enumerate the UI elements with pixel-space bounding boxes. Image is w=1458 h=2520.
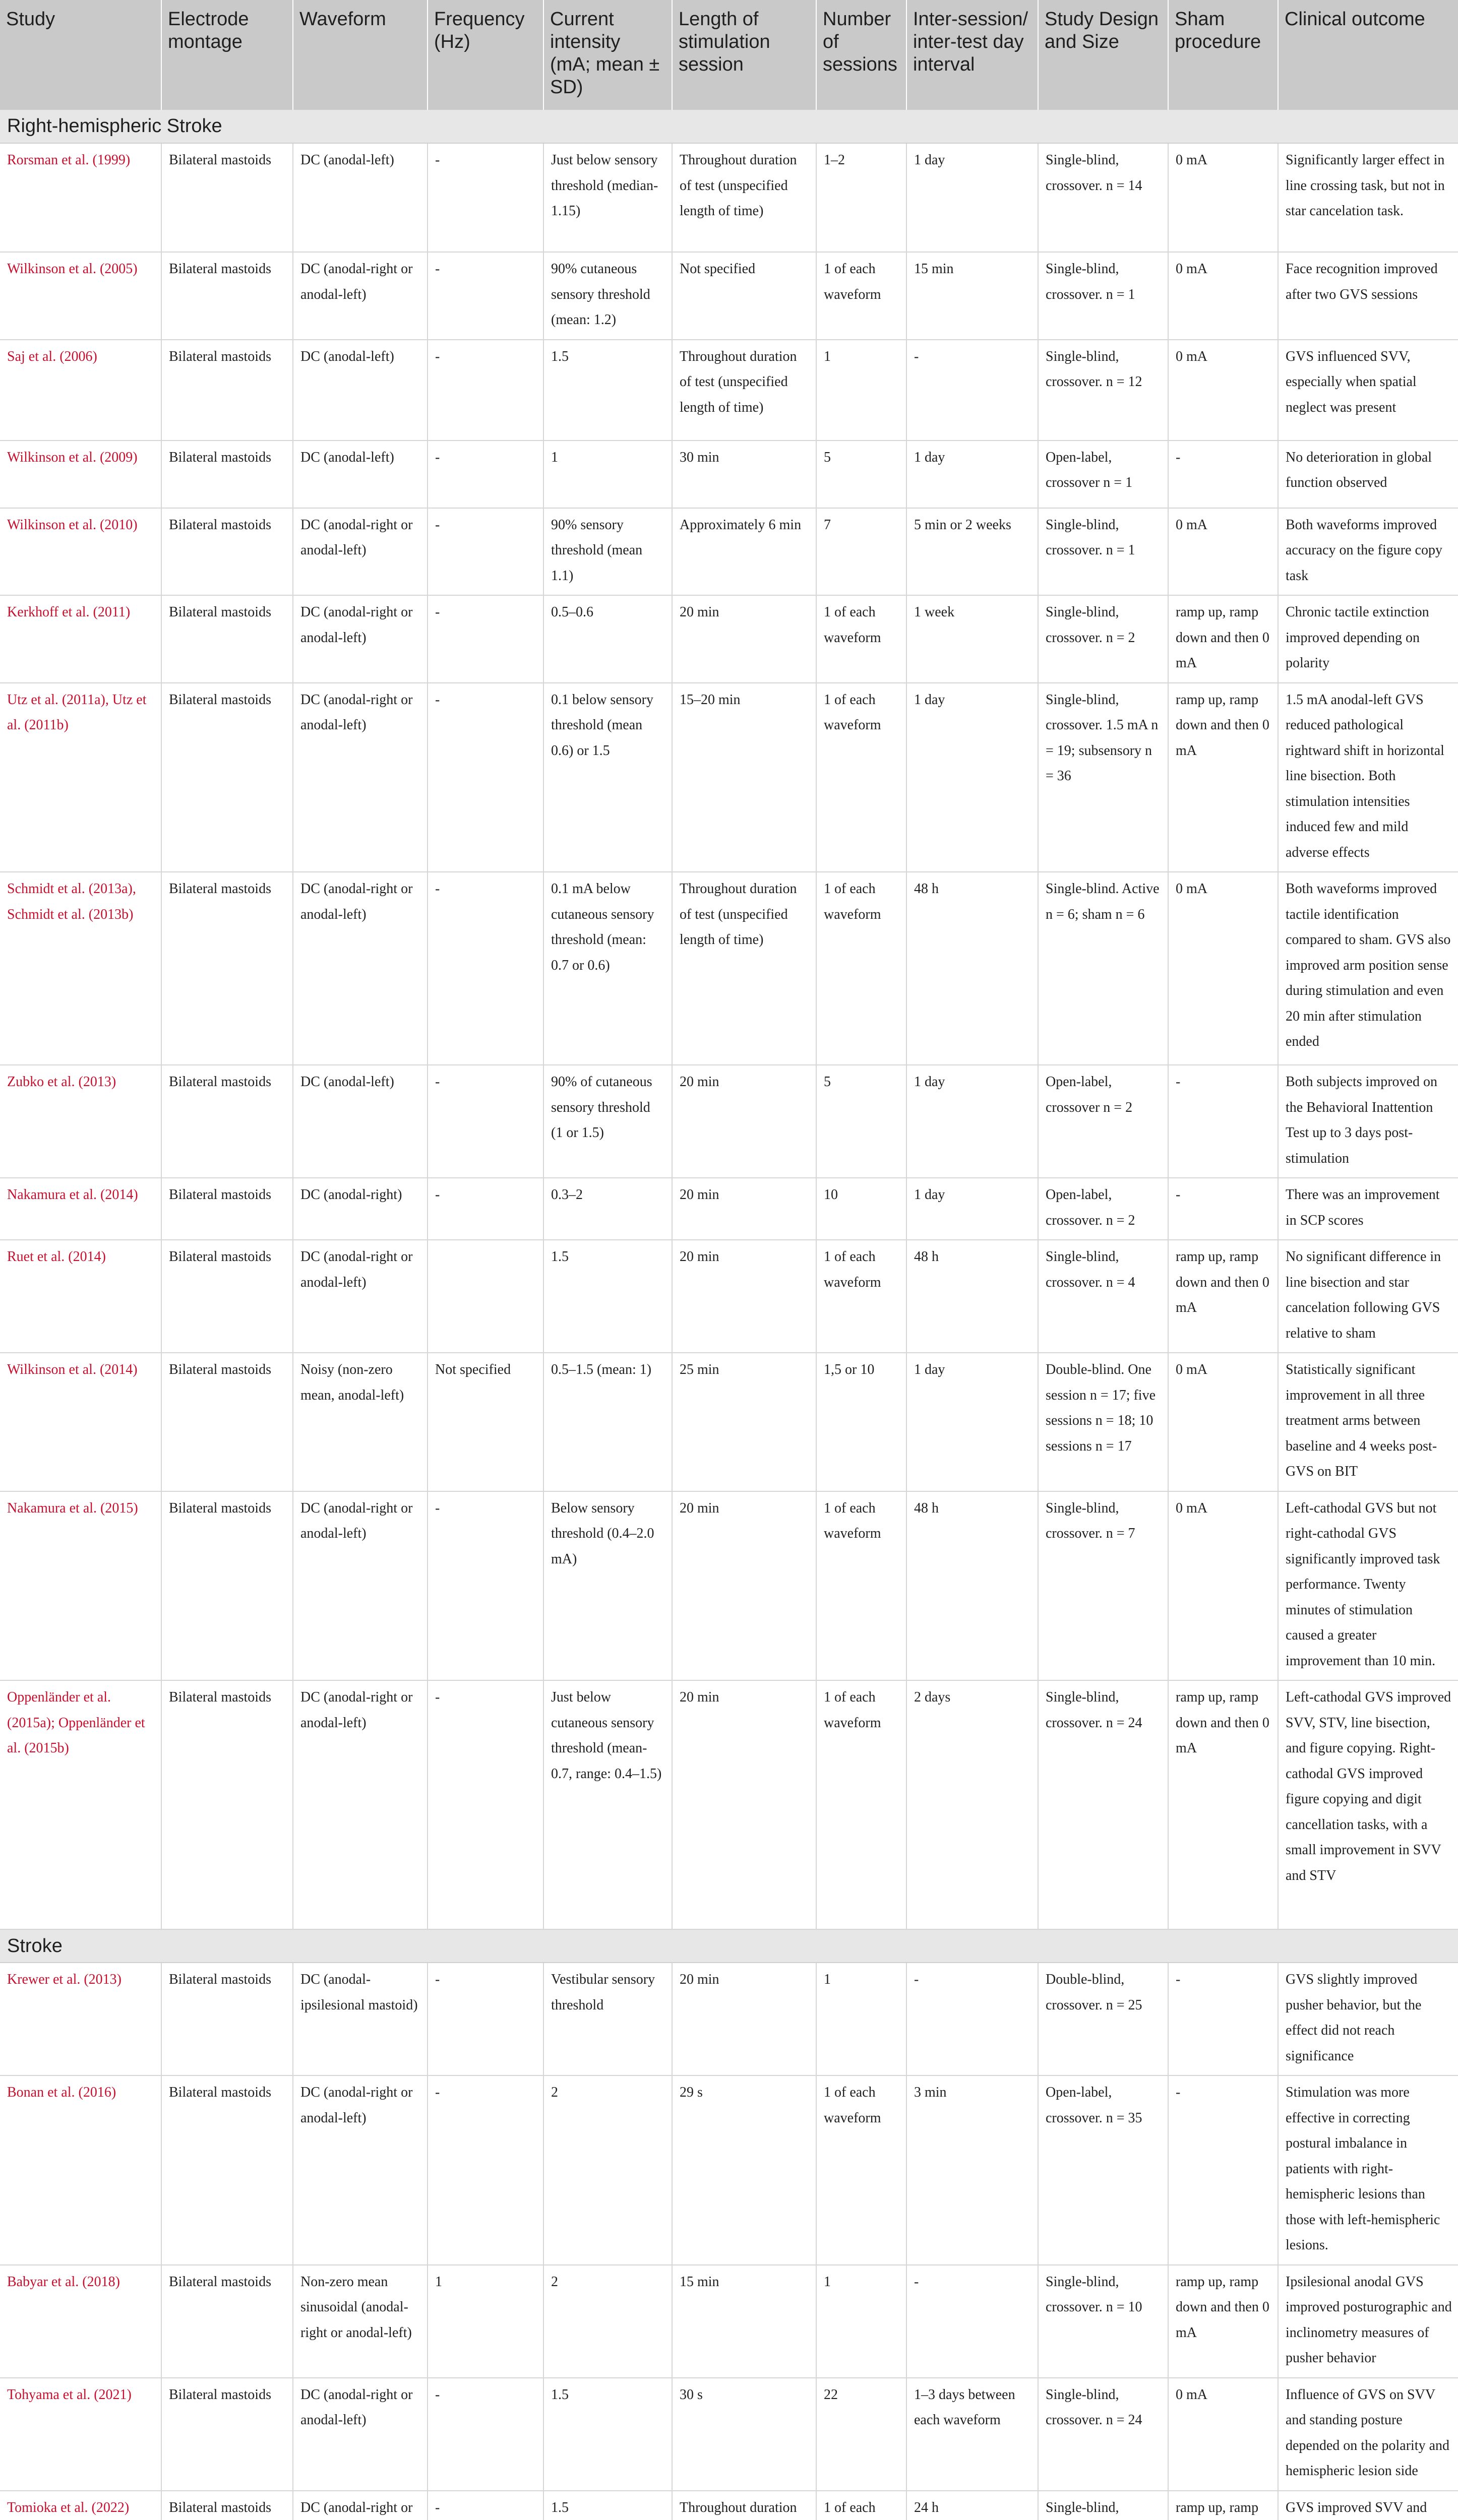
interval-cell: 1 day: [906, 1178, 1038, 1240]
length-cell: 20 min: [672, 595, 816, 683]
design-cell: Single-blind, crossover. n = 1: [1038, 508, 1168, 596]
waveform-cell: DC (anodal-right or anodal-left): [293, 2378, 428, 2491]
study-cell[interactable]: Tohyama et al. (2021): [0, 2378, 161, 2491]
frequency-cell: [428, 1240, 543, 1353]
outcome-cell: Both waveforms improved accuracy on the figure copy task: [1278, 508, 1458, 596]
montage-cell: Bilateral mastoids: [161, 2075, 293, 2265]
design-cell: Single-blind. Active n = 6; sham n = 6: [1038, 872, 1168, 1065]
frequency-cell: -: [428, 2378, 543, 2491]
intensity-cell: 0.5–1.5 (mean: 1): [543, 1353, 672, 1491]
sham-cell: ramp up, ramp: [1168, 2491, 1278, 2520]
sessions-cell: 10: [816, 1178, 906, 1240]
design-cell: Single-blind, crossover. n = 10: [1038, 2265, 1168, 2378]
table-row: [0, 143, 1458, 252]
header-number-of-sessions: Number of sessions: [816, 0, 906, 110]
interval-cell: 1 week: [906, 595, 1038, 683]
section-title: Stroke: [0, 1929, 1458, 1963]
intensity-cell: 90% sensory threshold (mean 1.1): [543, 508, 672, 596]
montage-cell: Bilateral mastoids: [161, 683, 293, 872]
study-cell[interactable]: Krewer et al. (2013): [0, 1963, 161, 2075]
table-row: [0, 1963, 1458, 2075]
header-row: [0, 0, 1458, 110]
table-row: [0, 440, 1458, 508]
length-cell: Approximately 6 min: [672, 508, 816, 596]
design-cell: Open-label, crossover n = 1: [1038, 440, 1168, 508]
sham-cell: 0 mA: [1168, 508, 1278, 596]
interval-cell: 24 h: [906, 2491, 1038, 2520]
waveform-cell: DC (anodal-right or: [293, 2491, 428, 2520]
sham-cell: ramp up, ramp down and then 0 mA: [1168, 683, 1278, 872]
frequency-cell: -: [428, 252, 543, 340]
intensity-cell: Just below cutaneous sensory threshold (mean-0.7, range: 0.4–1.5): [543, 1680, 672, 1929]
design-cell: Open-label, crossover. n = 2: [1038, 1178, 1168, 1240]
montage-cell: Bilateral mastoids: [161, 595, 293, 683]
interval-cell: -: [906, 1963, 1038, 2075]
sham-cell: -: [1168, 2075, 1278, 2265]
interval-cell: 1–3 days between each waveform: [906, 2378, 1038, 2491]
study-cell[interactable]: Babyar et al. (2018): [0, 2265, 161, 2378]
table-row: [0, 2491, 1458, 2520]
intensity-cell: 0.3–2: [543, 1178, 672, 1240]
outcome-cell: Both subjects improved on the Behavioral Inattention Test up to 3 days post-stimulation: [1278, 1065, 1458, 1178]
length-cell: 30 s: [672, 2378, 816, 2491]
montage-cell: Bilateral mastoids: [161, 872, 293, 1065]
intensity-cell: 0.1 below sensory threshold (mean 0.6) or 1.5: [543, 683, 672, 872]
length-cell: Throughout duration of test (unspecified length of time): [672, 340, 816, 440]
design-cell: Single-blind, crossover. n = 7: [1038, 1491, 1168, 1681]
intensity-cell: 1.5: [543, 2491, 672, 2520]
sham-cell: 0 mA: [1168, 143, 1278, 252]
study-cell[interactable]: Wilkinson et al. (2005): [0, 252, 161, 340]
interval-cell: 1 day: [906, 143, 1038, 252]
waveform-cell: DC (anodal-right or anodal-left): [293, 252, 428, 340]
table-row: [0, 1491, 1458, 1681]
length-cell: 15–20 min: [672, 683, 816, 872]
outcome-cell: Influence of GVS on SVV and standing posture depended on the polarity and hemispheric lesion side: [1278, 2378, 1458, 2491]
waveform-cell: DC (anodal-right or anodal-left): [293, 508, 428, 596]
frequency-cell: -: [428, 683, 543, 872]
intensity-cell: 2: [543, 2075, 672, 2265]
frequency-cell: -: [428, 2075, 543, 2265]
design-cell: Open-label, crossover n = 2: [1038, 1065, 1168, 1178]
intensity-cell: 2: [543, 2265, 672, 2378]
length-cell: Throughout duration of test (unspecified length of time): [672, 143, 816, 252]
sham-cell: 0 mA: [1168, 340, 1278, 440]
design-cell: Single-blind, crossover. n = 1: [1038, 252, 1168, 340]
interval-cell: 48 h: [906, 872, 1038, 1065]
frequency-cell: -: [428, 595, 543, 683]
intensity-cell: Below sensory threshold (0.4–2.0 mA): [543, 1491, 672, 1681]
outcome-cell: No significant difference in line bisection and star cancelation following GVS relative to sham: [1278, 1240, 1458, 1353]
study-cell[interactable]: Wilkinson et al. (2009): [0, 440, 161, 508]
sham-cell: -: [1168, 1065, 1278, 1178]
table-row: [0, 340, 1458, 440]
sham-cell: 0 mA: [1168, 1353, 1278, 1491]
montage-cell: Bilateral mastoids: [161, 2491, 293, 2520]
sham-cell: 0 mA: [1168, 252, 1278, 340]
interval-cell: 48 h: [906, 1491, 1038, 1681]
sham-cell: 0 mA: [1168, 872, 1278, 1065]
sham-cell: ramp up, ramp down and then 0 mA: [1168, 1240, 1278, 1353]
design-cell: Single-blind, crossover. n = 4: [1038, 1240, 1168, 1353]
montage-cell: Bilateral mastoids: [161, 1178, 293, 1240]
waveform-cell: DC (anodal-right or anodal-left): [293, 1240, 428, 1353]
table-row: [0, 2265, 1458, 2378]
table-row: [0, 1178, 1458, 1240]
frequency-cell: -: [428, 143, 543, 252]
length-cell: 20 min: [672, 1491, 816, 1681]
montage-cell: Bilateral mastoids: [161, 340, 293, 440]
table-row: [0, 2075, 1458, 2265]
header-clinical-outcome: Clinical outcome: [1278, 0, 1458, 110]
interval-cell: 2 days: [906, 1680, 1038, 1929]
sham-cell: ramp up, ramp down and then 0 mA: [1168, 595, 1278, 683]
frequency-cell: -: [428, 1178, 543, 1240]
header-interval: Inter-session/ inter-test day interval: [906, 0, 1038, 110]
header-study-design: Study Design and Size: [1038, 0, 1168, 110]
length-cell: 25 min: [672, 1353, 816, 1491]
study-cell[interactable]: Bonan et al. (2016): [0, 2075, 161, 2265]
montage-cell: Bilateral mastoids: [161, 1963, 293, 2075]
montage-cell: Bilateral mastoids: [161, 1353, 293, 1491]
study-cell[interactable]: Utz et al. (2011a), Utz et al. (2011b): [0, 683, 161, 872]
study-cell[interactable]: Ruet et al. (2014): [0, 1240, 161, 1353]
frequency-cell: Not specified: [428, 1353, 543, 1491]
section-header-row: [0, 1929, 1458, 1963]
intensity-cell: Vestibular sensory threshold: [543, 1963, 672, 2075]
design-cell: Double-blind, crossover. n = 25: [1038, 1963, 1168, 2075]
outcome-cell: GVS improved SVV and: [1278, 2491, 1458, 2520]
outcome-cell: There was an improvement in SCP scores: [1278, 1178, 1458, 1240]
frequency-cell: -: [428, 1065, 543, 1178]
waveform-cell: Non-zero mean sinusoidal (anodal-right or anodal-left): [293, 2265, 428, 2378]
length-cell: Throughout duration: [672, 2491, 816, 2520]
length-cell: 20 min: [672, 1065, 816, 1178]
length-cell: 20 min: [672, 1680, 816, 1929]
intensity-cell: 1.5: [543, 340, 672, 440]
length-cell: Throughout duration of test (unspecified length of time): [672, 872, 816, 1065]
table-row: [0, 252, 1458, 340]
waveform-cell: DC (anodal-right or anodal-left): [293, 683, 428, 872]
length-cell: 15 min: [672, 2265, 816, 2378]
table-row: [0, 872, 1458, 1065]
study-cell[interactable]: Zubko et al. (2013): [0, 1065, 161, 1178]
intensity-cell: 1.5: [543, 1240, 672, 1353]
sessions-cell: 1 of each waveform: [816, 2075, 906, 2265]
montage-cell: Bilateral mastoids: [161, 143, 293, 252]
study-cell[interactable]: Tomioka et al. (2022): [0, 2491, 161, 2520]
montage-cell: Bilateral mastoids: [161, 252, 293, 340]
intensity-cell: Just below sensory threshold (median-1.15): [543, 143, 672, 252]
header-waveform: Waveform: [293, 0, 428, 110]
interval-cell: 48 h: [906, 1240, 1038, 1353]
length-cell: 20 min: [672, 1178, 816, 1240]
table-body: [0, 110, 1458, 2520]
montage-cell: Bilateral mastoids: [161, 508, 293, 596]
frequency-cell: -: [428, 1491, 543, 1681]
waveform-cell: DC (anodal-left): [293, 1065, 428, 1178]
montage-cell: Bilateral mastoids: [161, 1680, 293, 1929]
sham-cell: -: [1168, 1963, 1278, 2075]
outcome-cell: GVS influenced SVV, especially when spatial neglect was present: [1278, 340, 1458, 440]
header-sham-procedure: Sham procedure: [1168, 0, 1278, 110]
study-cell[interactable]: Kerkhoff et al. (2011): [0, 595, 161, 683]
intensity-cell: 0.1 mA below cutaneous sensory threshold (mean: 0.7 or 0.6): [543, 872, 672, 1065]
montage-cell: Bilateral mastoids: [161, 440, 293, 508]
interval-cell: 1 day: [906, 440, 1038, 508]
montage-cell: Bilateral mastoids: [161, 1065, 293, 1178]
sessions-cell: 1 of each waveform: [816, 1491, 906, 1681]
length-cell: 29 s: [672, 2075, 816, 2265]
sessions-cell: 1 of each: [816, 2491, 906, 2520]
frequency-cell: -: [428, 340, 543, 440]
sessions-cell: 5: [816, 1065, 906, 1178]
waveform-cell: DC (anodal-ipsilesional mastoid): [293, 1963, 428, 2075]
outcome-cell: Significantly larger effect in line crossing task, but not in star cancelation task.: [1278, 143, 1458, 252]
design-cell: Open-label, crossover. n = 35: [1038, 2075, 1168, 2265]
intensity-cell: 1.5: [543, 2378, 672, 2491]
sessions-cell: 5: [816, 440, 906, 508]
length-cell: 20 min: [672, 1963, 816, 2075]
sessions-cell: 1 of each waveform: [816, 252, 906, 340]
interval-cell: 3 min: [906, 2075, 1038, 2265]
design-cell: Single-blind,: [1038, 2491, 1168, 2520]
sessions-cell: 7: [816, 508, 906, 596]
outcome-cell: Both waveforms improved tactile identification compared to sham. GVS also improved arm position sense during stimulation and even 20 min after stimulation ended: [1278, 872, 1458, 1065]
sham-cell: ramp up, ramp down and then 0 mA: [1168, 2265, 1278, 2378]
waveform-cell: DC (anodal-right): [293, 1178, 428, 1240]
design-cell: Single-blind, crossover. n = 14: [1038, 143, 1168, 252]
sessions-cell: 1–2: [816, 143, 906, 252]
outcome-cell: Stimulation was more effective in correcting postural imbalance in patients with right-hemispheric lesions than those with left-hemispheric lesions.: [1278, 2075, 1458, 2265]
sessions-cell: 22: [816, 2378, 906, 2491]
header-electrode-montage: Electrode montage: [161, 0, 293, 110]
sham-cell: 0 mA: [1168, 2378, 1278, 2491]
design-cell: Single-blind, crossover. n = 2: [1038, 595, 1168, 683]
header-study: Study: [0, 0, 161, 110]
study-cell[interactable]: Saj et al. (2006): [0, 340, 161, 440]
table-row: [0, 1240, 1458, 1353]
montage-cell: Bilateral mastoids: [161, 1240, 293, 1353]
outcome-cell: Left-cathodal GVS but not right-cathodal GVS significantly improved task performance. Twenty minutes of stimulation caused a greater improvement than 10 min.: [1278, 1491, 1458, 1681]
sessions-cell: 1,5 or 10: [816, 1353, 906, 1491]
outcome-cell: Left-cathodal GVS improved SVV, STV, line bisection, and figure copying. Right-cathodal GVS improved figure copying and digit cancellation tasks, with a small improvement in SVV and STV: [1278, 1680, 1458, 1929]
length-cell: 20 min: [672, 1240, 816, 1353]
outcome-cell: Ipsilesional anodal GVS improved posturographic and inclinometry measures of pusher behavior: [1278, 2265, 1458, 2378]
frequency-cell: -: [428, 440, 543, 508]
interval-cell: 1 day: [906, 1065, 1038, 1178]
waveform-cell: Noisy (non-zero mean, anodal-left): [293, 1353, 428, 1491]
frequency-cell: -: [428, 872, 543, 1065]
intensity-cell: 90% of cutaneous sensory threshold (1 or 1.5): [543, 1065, 672, 1178]
section-title: Right-hemispheric Stroke: [0, 110, 1458, 143]
table-row: [0, 1065, 1458, 1178]
table-row: [0, 1680, 1458, 1929]
interval-cell: -: [906, 340, 1038, 440]
table-row: [0, 1353, 1458, 1491]
sham-cell: -: [1168, 440, 1278, 508]
intensity-cell: 0.5–0.6: [543, 595, 672, 683]
study-cell[interactable]: Wilkinson et al. (2014): [0, 1353, 161, 1491]
section-header-row: [0, 110, 1458, 143]
frequency-cell: -: [428, 508, 543, 596]
frequency-cell: 1: [428, 2265, 543, 2378]
intensity-cell: 1: [543, 440, 672, 508]
waveform-cell: DC (anodal-left): [293, 143, 428, 252]
table-row: [0, 683, 1458, 872]
frequency-cell: -: [428, 1680, 543, 1929]
outcome-cell: Face recognition improved after two GVS sessions: [1278, 252, 1458, 340]
frequency-cell: -: [428, 1963, 543, 2075]
sessions-cell: 1 of each waveform: [816, 1240, 906, 1353]
sessions-cell: 1 of each waveform: [816, 595, 906, 683]
outcome-cell: 1.5 mA anodal-left GVS reduced pathological rightward shift in horizontal line bisection. Both stimulation intensities induced few and mild adverse effects: [1278, 683, 1458, 872]
waveform-cell: DC (anodal-right or anodal-left): [293, 2075, 428, 2265]
sessions-cell: 1 of each waveform: [816, 683, 906, 872]
sessions-cell: 1 of each waveform: [816, 1680, 906, 1929]
outcome-cell: Chronic tactile extinction improved depending on polarity: [1278, 595, 1458, 683]
frequency-cell: -: [428, 2491, 543, 2520]
header-frequency: Frequency (Hz): [428, 0, 543, 110]
sham-cell: 0 mA: [1168, 1491, 1278, 1681]
design-cell: Single-blind, crossover. n = 24: [1038, 1680, 1168, 1929]
waveform-cell: DC (anodal-right or anodal-left): [293, 1680, 428, 1929]
length-cell: Not specified: [672, 252, 816, 340]
header-session-length: Length of stimulation session: [672, 0, 816, 110]
waveform-cell: DC (anodal-left): [293, 340, 428, 440]
length-cell: 30 min: [672, 440, 816, 508]
sham-cell: ramp up, ramp down and then 0 mA: [1168, 1680, 1278, 1929]
waveform-cell: DC (anodal-right or anodal-left): [293, 872, 428, 1065]
interval-cell: 1 day: [906, 1353, 1038, 1491]
header-current-intensity: Current intensity (mA; mean ± SD): [543, 0, 672, 110]
interval-cell: 1 day: [906, 683, 1038, 872]
table-row: [0, 508, 1458, 596]
sessions-cell: 1: [816, 1963, 906, 2075]
study-cell[interactable]: Rorsman et al. (1999): [0, 143, 161, 252]
outcome-cell: GVS slightly improved pusher behavior, but the effect did not reach significance: [1278, 1963, 1458, 2075]
waveform-cell: DC (anodal-left): [293, 440, 428, 508]
waveform-cell: DC (anodal-right or anodal-left): [293, 1491, 428, 1681]
interval-cell: 5 min or 2 weeks: [906, 508, 1038, 596]
study-cell[interactable]: Nakamura et al. (2014): [0, 1178, 161, 1240]
outcome-cell: Statistically significant improvement in all three treatment arms between baseline and 4 weeks post-GVS on BIT: [1278, 1353, 1458, 1491]
study-cell[interactable]: Schmidt et al. (2013a), Schmidt et al. (2013b): [0, 872, 161, 1065]
sessions-cell: 1: [816, 2265, 906, 2378]
design-cell: Single-blind, crossover. n = 24: [1038, 2378, 1168, 2491]
design-cell: Single-blind, crossover. 1.5 mA n = 19; subsensory n = 36: [1038, 683, 1168, 872]
montage-cell: Bilateral mastoids: [161, 1491, 293, 1681]
table-row: [0, 595, 1458, 683]
design-cell: Single-blind, crossover. n = 12: [1038, 340, 1168, 440]
interval-cell: 15 min: [906, 252, 1038, 340]
study-cell[interactable]: Wilkinson et al. (2010): [0, 508, 161, 596]
design-cell: Double-blind. One session n = 17; five sessions n = 18; 10 sessions n = 17: [1038, 1353, 1168, 1491]
outcome-cell: No deterioration in global function observed: [1278, 440, 1458, 508]
study-cell[interactable]: Nakamura et al. (2015): [0, 1491, 161, 1681]
waveform-cell: DC (anodal-right or anodal-left): [293, 595, 428, 683]
table-row: [0, 2378, 1458, 2491]
montage-cell: Bilateral mastoids: [161, 2378, 293, 2491]
montage-cell: Bilateral mastoids: [161, 2265, 293, 2378]
sessions-cell: 1: [816, 340, 906, 440]
sessions-cell: 1 of each waveform: [816, 872, 906, 1065]
interval-cell: -: [906, 2265, 1038, 2378]
study-cell[interactable]: Oppenländer et al. (2015a); Oppenländer et al. (2015b): [0, 1680, 161, 1929]
intensity-cell: 90% cutaneous sensory threshold (mean: 1.2): [543, 252, 672, 340]
sham-cell: -: [1168, 1178, 1278, 1240]
